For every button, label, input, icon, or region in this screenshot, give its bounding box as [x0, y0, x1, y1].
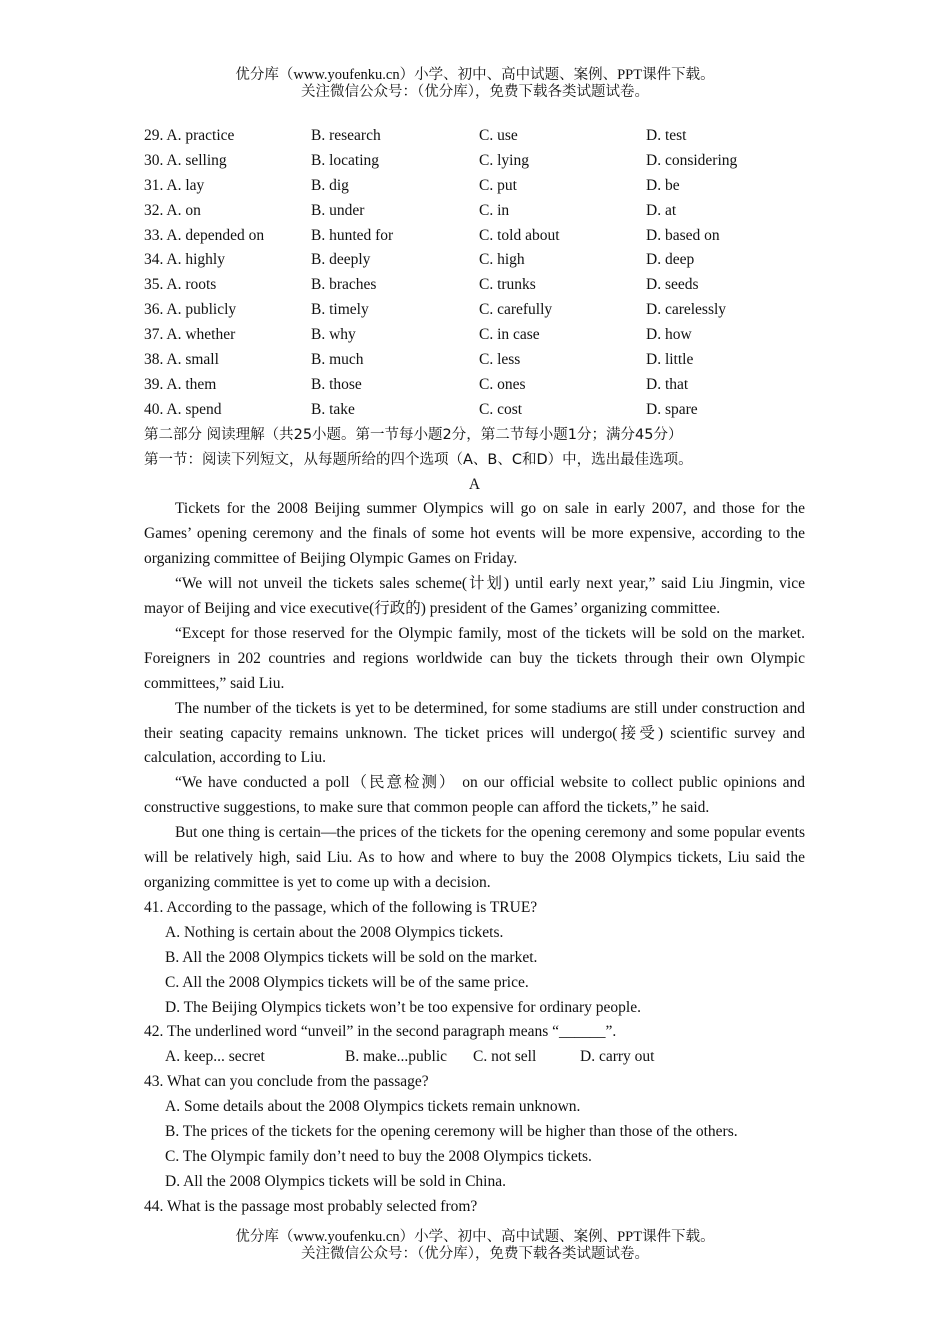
option-b: B. much [311, 351, 364, 369]
choice-b: B. All the 2008 Olympics tickets will be sold on the market. [165, 948, 538, 966]
question-41 [144, 896, 805, 1021]
option-d: D. seeds [646, 276, 699, 294]
footer-line-1: 优分库（www.youfenku.cn）小学、初中、高中试题、案例、PPT课件下载。 [235, 1229, 715, 1245]
page-header [0, 67, 950, 101]
choice-b: B. make...public [345, 1048, 448, 1066]
option-b: B. those [311, 375, 362, 393]
passage-paragraph-3: “Except for those reserved for the Olympic family, most of the tickets will be sold on the market. Foreigners in 202 countries and regions worldwide can buy the tickets through their own Olympic committees,” said Liu. [144, 624, 805, 692]
cloze-row-29 [144, 124, 805, 149]
option-c: C. put [479, 176, 517, 194]
cloze-row-36 [144, 298, 805, 323]
choices-inline [144, 1045, 805, 1070]
choice-d: D. All the 2008 Olympics tickets will be sold in China. [165, 1172, 506, 1190]
section1-instruction: 第一节：阅读下列短文，从每题所给的四个选项（A、B、C和D）中，选出最佳选项。 [144, 451, 693, 468]
option-a: 36. A. publicly [144, 301, 237, 319]
option-d: D. carelessly [646, 301, 727, 319]
question-stem: 43. What can you conclude from the passage? [144, 1073, 429, 1091]
cloze-row-40 [144, 398, 805, 423]
option-d: D. spare [646, 400, 698, 418]
option-b: B. under [311, 201, 365, 219]
option-c: C. high [479, 251, 525, 269]
option-c: C. ones [479, 375, 526, 393]
option-b: B. locating [311, 151, 380, 169]
option-a: 35. A. roots [144, 276, 217, 294]
option-d: D. how [646, 326, 692, 344]
question-44 [144, 1195, 805, 1220]
option-a: 37. A. whether [144, 326, 236, 344]
cloze-row-33 [144, 224, 805, 249]
page-footer [0, 1229, 950, 1263]
choice-c: C. All the 2008 Olympics tickets will be of the same price. [165, 973, 529, 991]
choice-c: C. not sell [473, 1048, 537, 1066]
option-c: C. told about [479, 226, 560, 244]
cloze-row-34 [144, 248, 805, 273]
header-line-2: 关注微信公众号：（优分库），免费下载各类试题试卷。 [301, 84, 649, 100]
passage-paragraph-1: Tickets for the 2008 Beijing summer Olympics will go on sale in early 2007, and those for the Games’ opening ceremony and the finals of some hot events will be more expensive, according to the organizing committee of Beijing Olympic Games on Friday. [144, 500, 805, 568]
choice-c: C. The Olympic family don’t need to buy the 2008 Olympics tickets. [165, 1147, 592, 1165]
option-d: D. based on [646, 226, 720, 244]
option-a: 34. A. highly [144, 251, 225, 269]
option-d: D. that [646, 375, 689, 393]
passage-paragraph-4: The number of the tickets is yet to be determined, for some stadiums are still under construction and their seating capacity remains unknown. The ticket prices will undergo(接受) scientific survey and calculation, according to Liu. [144, 699, 805, 767]
choice-d: D. carry out [580, 1048, 655, 1066]
option-a: 40. A. spend [144, 400, 222, 418]
header-line-1: 优分库（www.youfenku.cn）小学、初中、高中试题、案例、PPT课件下载。 [235, 67, 715, 83]
choice-d: D. The Beijing Olympics tickets won’t be too expensive for ordinary people. [165, 998, 641, 1016]
option-c: C. carefully [479, 301, 553, 319]
question-43 [144, 1070, 805, 1195]
option-b: B. deeply [311, 251, 371, 269]
passage-paragraph-2: “We will not unveil the tickets sales scheme(计划) until early next year,” said Liu Jingmin, vice mayor of Beijing and vice executive(行政的) president of the Games’ organizing committee. [144, 575, 805, 618]
option-c: C. lying [479, 151, 529, 169]
option-b: B. why [311, 326, 356, 344]
cloze-row-30 [144, 149, 805, 174]
option-a: 39. A. them [144, 375, 217, 393]
option-d: D. little [646, 351, 694, 369]
choice-a: A. Nothing is certain about the 2008 Olympics tickets. [165, 923, 504, 941]
option-d: D. at [646, 201, 677, 219]
choice-a: A. Some details about the 2008 Olympics tickets remain unknown. [165, 1098, 581, 1116]
choice-b: B. The prices of the tickets for the opening ceremony will be higher than those of the others. [165, 1123, 738, 1141]
option-a: 30. A. selling [144, 151, 227, 169]
question-stem: 42. The underlined word “unveil” in the second paragraph means “______”. [144, 1023, 617, 1041]
option-d: D. considering [646, 151, 738, 169]
page-content [144, 124, 805, 1220]
cloze-row-35 [144, 273, 805, 298]
option-a: 29. A. practice [144, 127, 235, 144]
cloze-row-37 [144, 323, 805, 348]
option-c: C. in [479, 201, 510, 219]
option-b: B. research [311, 127, 381, 144]
option-b: B. take [311, 400, 355, 418]
option-c: C. trunks [479, 276, 536, 294]
question-stem: 41. According to the passage, which of the following is TRUE? [144, 898, 538, 916]
option-b: B. braches [311, 276, 377, 294]
question-stem: 44. What is the passage most probably selected from? [144, 1197, 478, 1215]
option-b: B. timely [311, 301, 369, 319]
option-a: 33. A. depended on [144, 226, 265, 244]
cloze-row-32 [144, 199, 805, 224]
option-c: C. use [479, 127, 518, 144]
option-c: C. in case [479, 326, 540, 344]
choice-a: A. keep... secret [165, 1048, 265, 1066]
passage-label: A [468, 475, 481, 493]
passage-paragraph-5: “We have conducted a poll（民意检测） on our official website to collect public opinions and constructive suggestions, to make sure that common people can afford the tickets,” he said. [144, 774, 805, 817]
option-a: 32. A. on [144, 201, 201, 219]
option-d: D. test [646, 127, 687, 144]
option-a: 31. A. lay [144, 176, 205, 194]
cloze-row-38 [144, 348, 805, 373]
passage-paragraph-6: But one thing is certain—the prices of the tickets for the opening ceremony and some popular events will be relatively high, said Liu. As to how and where to buy the 2008 Olympics tickets, Liu said the organizing committee is yet to come up with a decision. [144, 824, 805, 891]
option-b: B. dig [311, 176, 349, 194]
option-c: C. cost [479, 400, 523, 418]
option-d: D. be [646, 176, 680, 194]
footer-line-2: 关注微信公众号：（优分库），免费下载各类试题试卷。 [301, 1246, 649, 1262]
question-42 [144, 1020, 805, 1070]
option-a: 38. A. small [144, 351, 219, 369]
part2-title: 第二部分 阅读理解（共25小题。第一节每小题2分，第二节每小题1分；满分45分） [144, 426, 683, 443]
cloze-row-39 [144, 373, 805, 398]
option-b: B. hunted for [311, 226, 394, 244]
cloze-row-31 [144, 174, 805, 199]
cloze-options [144, 124, 805, 423]
option-c: C. less [479, 351, 521, 369]
option-d: D. deep [646, 251, 695, 269]
